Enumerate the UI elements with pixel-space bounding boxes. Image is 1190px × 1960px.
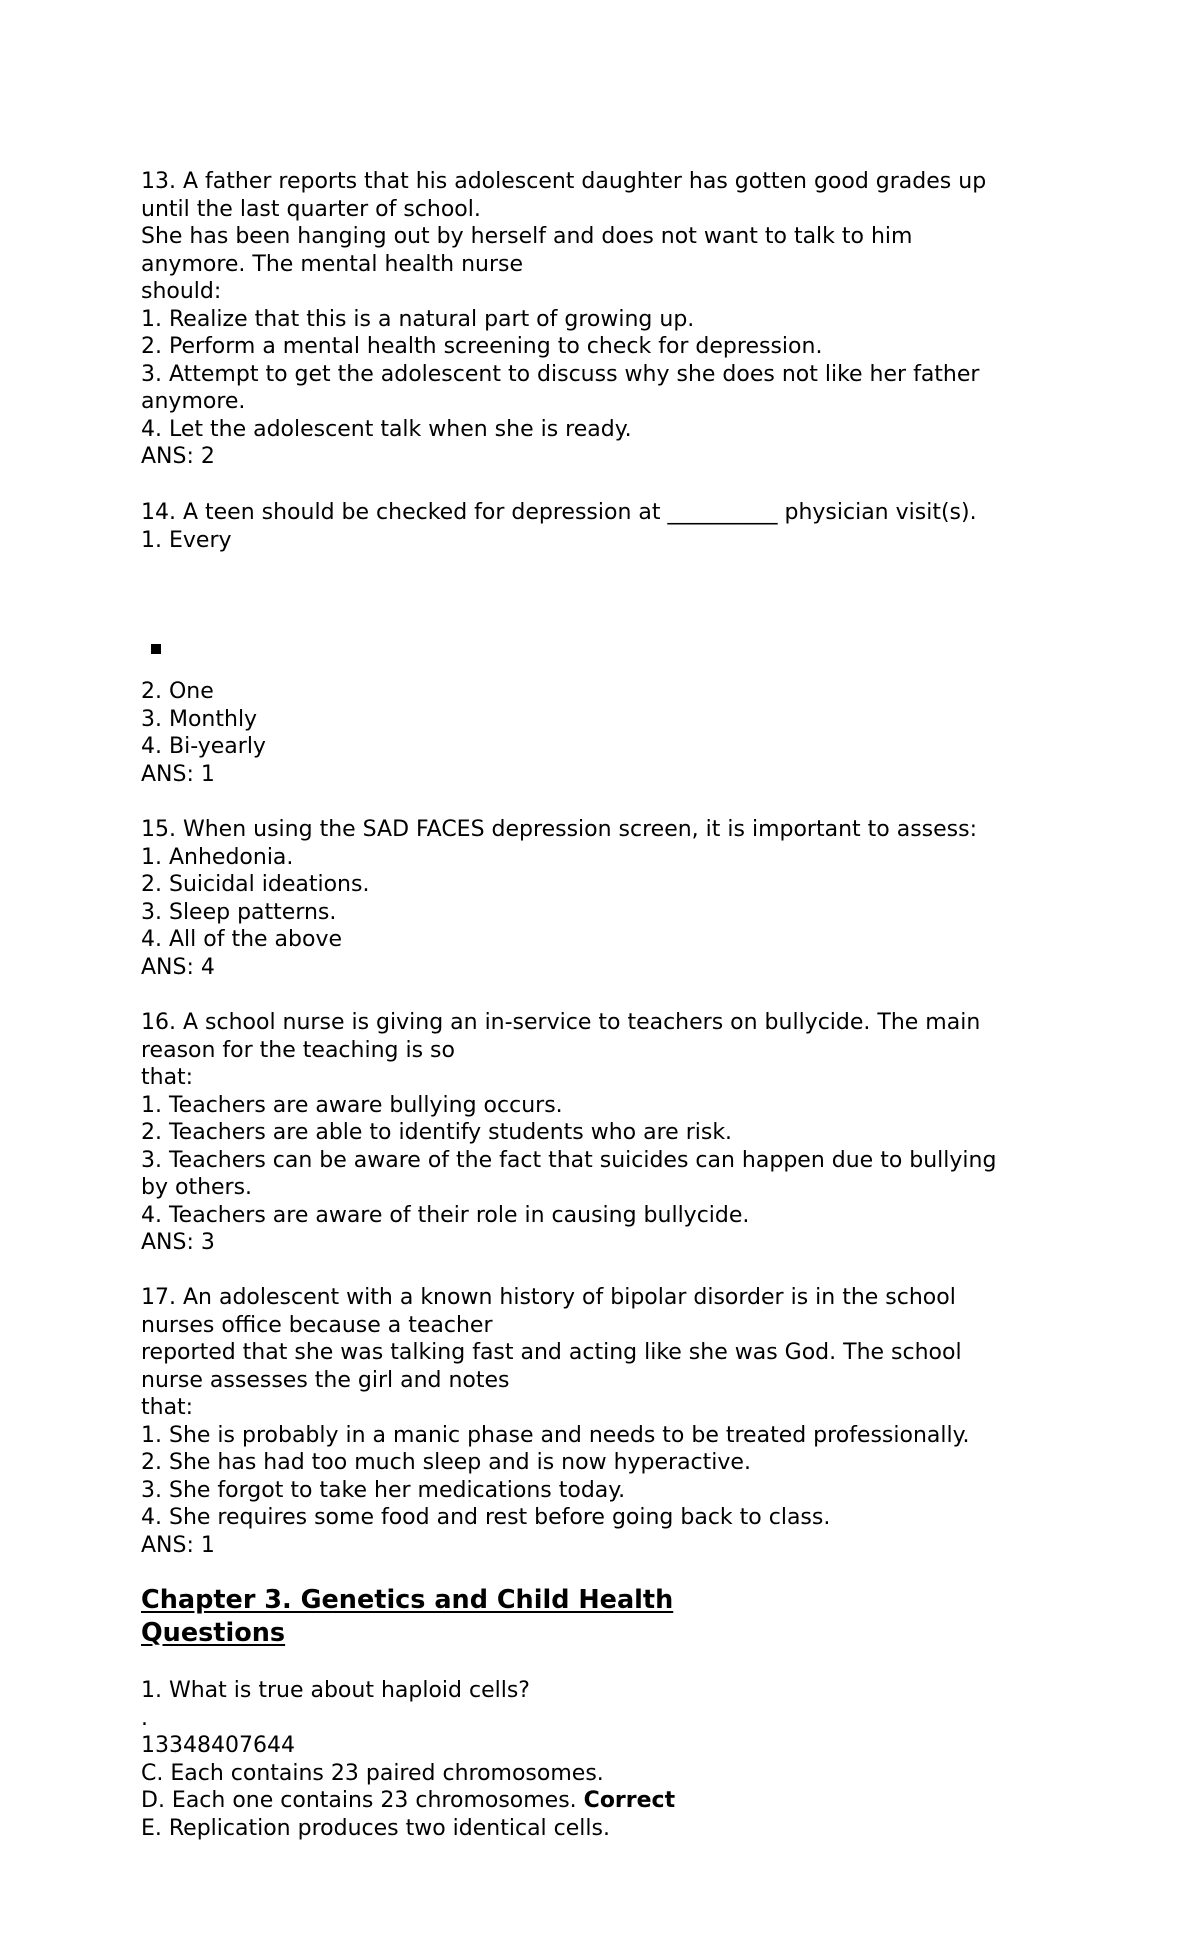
q16-option: by others. [141,1175,253,1200]
q16-stem-line: reason for the teaching is so [141,1037,455,1063]
q14-stem: 14. A teen should be checked for depression at __________ physician visit(s). [141,500,977,525]
q13-stem-line: until the last quarter of school. [141,196,481,222]
ch3-q1-option-d [141,1787,1081,1815]
question-14-options [141,678,1081,788]
question-13 [141,168,1081,471]
q17-stem-line: that: [141,1395,194,1420]
q14-option: 4. Bi-yearly [141,734,266,759]
q17-stem-line: nurse assesses the girl and notes [141,1367,510,1393]
q13-option: anymore. [141,389,246,414]
q17-stem-line: nurses office because a teacher [141,1312,493,1338]
q13-option: 4. Let the adolescent talk when she is ready. [141,416,632,442]
chapter3-question-1 [141,1677,1081,1842]
ch3-q1-option-d-text: D. Each one contains 23 chromosomes. [141,1788,577,1813]
q13-stem-line: anymore. The mental health nurse [141,251,524,277]
question-17 [141,1284,1081,1559]
q13-option: 2. Perform a mental health screening to check for depression. [141,334,823,359]
chapter-heading-line1: Chapter 3. Genetics and Child Health [141,1585,674,1615]
q17-option: 3. She forgot to take her medications today. [141,1477,626,1503]
q16-answer: ANS: 3 [141,1230,215,1255]
chapter-heading-line2: Questions [141,1618,286,1648]
ch3-q1-option-e: E. Replication produces two identical cells. [141,1815,610,1841]
q16-option: 3. Teachers can be aware of the fact that suicides can happen due to bullying [141,1147,997,1173]
correct-marker: Correct [583,1788,676,1813]
q13-stem-line: should: [141,279,222,304]
q16-stem-line: 16. A school nurse is giving an in-service to teachers on bullycide. The main [141,1010,981,1035]
q14-option: 3. Monthly [141,706,258,732]
q17-answer: ANS: 1 [141,1532,215,1558]
q14-option: 2. One [141,679,214,704]
q15-answer: ANS: 4 [141,954,215,980]
q14-answer: ANS: 1 [141,761,215,787]
q13-option: 1. Realize that this is a natural part of growing up. [141,306,695,332]
q16-stem-line: that: [141,1065,194,1090]
ch3-q1-option-c: C. Each contains 23 paired chromosomes. [141,1760,604,1786]
ch3-q1-stem: 1. What is true about haploid cells? [141,1678,530,1703]
q17-stem-line: 17. An adolescent with a known history of bipolar disorder is in the school [141,1285,956,1310]
q13-stem-line: 13. A father reports that his adolescent daughter has gotten good grades up [141,169,987,194]
q16-option: 2. Teachers are able to identify students who are risk. [141,1120,733,1145]
square-bullet-icon [151,644,161,654]
q16-option: 4. Teachers are aware of their role in causing bullycide. [141,1202,750,1228]
q15-option: 4. All of the above [141,927,343,952]
q15-stem: 15. When using the SAD FACES depression screen, it is important to assess: [141,817,977,842]
q13-answer: ANS: 2 [141,444,215,469]
q17-option: 1. She is probably in a manic phase and needs to be treated professionally. [141,1422,970,1448]
q17-option: 4. She requires some food and rest before going back to class. [141,1505,831,1530]
q14-option: 1. Every [141,527,232,553]
chapter-heading [141,1584,673,1650]
q13-option: 3. Attempt to get the adolescent to discuss why she does not like her father [141,361,980,387]
question-16 [141,1009,1081,1257]
question-15 [141,816,1081,981]
q16-option: 1. Teachers are aware bullying occurs. [141,1092,563,1118]
question-14-stem [141,499,1081,554]
q15-option: 2. Suicidal ideations. [141,872,370,897]
q15-option: 3. Sleep patterns. [141,899,337,925]
q17-stem-line: reported that she was talking fast and acting like she was God. The school [141,1340,962,1365]
q15-option: 1. Anhedonia. [141,844,294,870]
ch3-q1-number: 13348407644 [141,1733,295,1758]
q13-stem-line: She has been hanging out by herself and does not want to talk to him [141,224,913,249]
ch3-q1-dot: . [141,1705,148,1731]
q17-option: 2. She has had too much sleep and is now hyperactive. [141,1450,751,1475]
